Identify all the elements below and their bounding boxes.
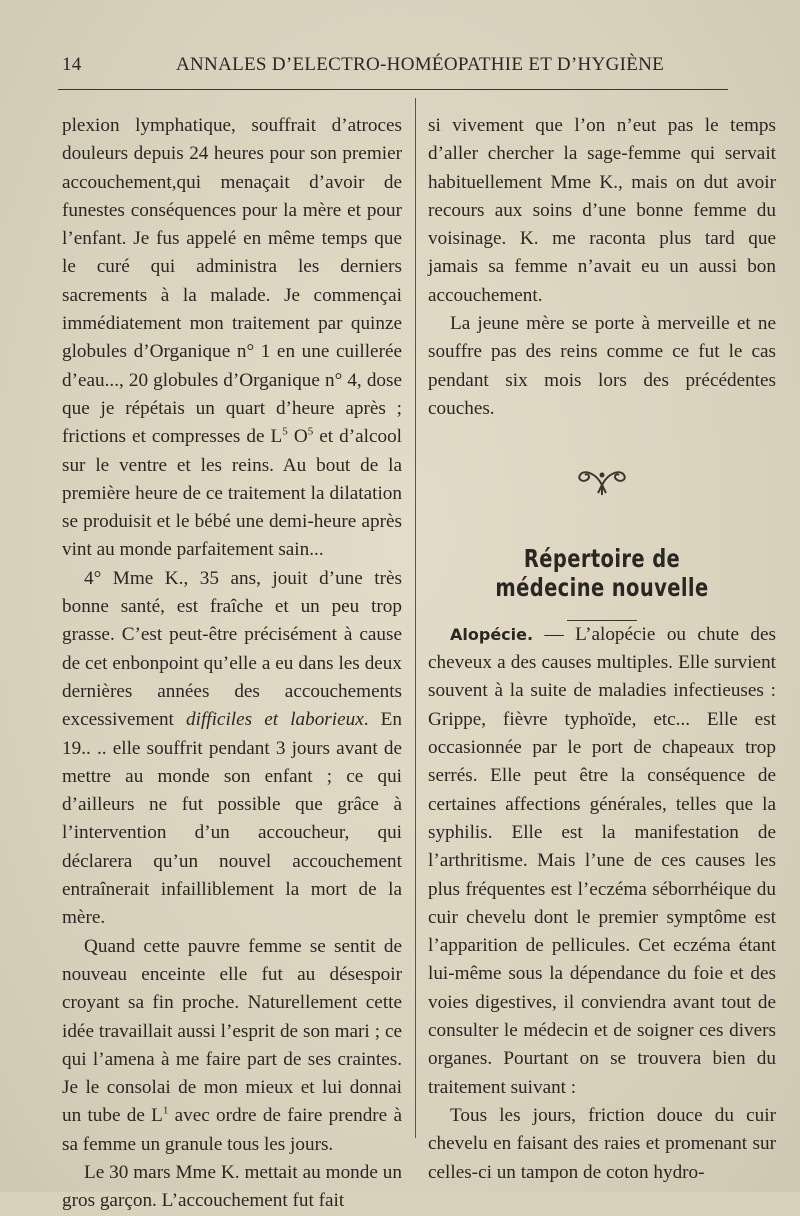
left-column bbox=[62, 112, 402, 1216]
header-rule bbox=[58, 89, 728, 90]
entry-heading: Alopécie. bbox=[450, 624, 534, 644]
paragraph-case-4: 4° Mme K., 35 ans, jouit d’une très bonne santé, est fraîche et un peu trop grasse. C’est peut-être précisément à cause de cet enbonpoint qu’elle a eu dans les deux dernières années des accouchements excessivement difficiles et laborieux. En 19.. .. elle souffrit pendant 3 jours avant de mettre au monde son enfant ; ce qui d’ailleurs ne fut possible que grâce à l’intervention d’un accoucheur, qui déclarera qu’un nouvel accouchement entraînerait infailliblement la mort de la mère. bbox=[62, 567, 402, 929]
page-header bbox=[58, 54, 750, 84]
section-title: Répertoire de médecine nouvelle bbox=[495, 544, 709, 602]
paragraph-delivery: si vivement que l’on n’eut pas le temps d’aller chercher la sage-femme qui servait habituellement Mme K., mais on dut avoir recours aux soins d’une bonne femme du voisinage. K. me raconta plus tard que jamais sa femme n’avait eu un aussi bon accouchement. bbox=[428, 115, 776, 306]
paragraph-recovery: La jeune mère se porte à merveille et ne souffre pas des reins comme ce fut le cas pendant six mois lors des précédentes couches. bbox=[428, 313, 776, 419]
fleuron-ornament-icon bbox=[428, 463, 776, 503]
page-number: 14 bbox=[62, 54, 82, 75]
paragraph-birth: Le 30 mars Mme K. mettait au monde un gros garçon. L’accouchement fut fait bbox=[62, 1161, 402, 1212]
column-divider bbox=[415, 98, 416, 1138]
entry-alopecie: Alopécie. — L’alopécie ou chute des cheveux a des causes multiples. Elle survient souvent à la suite de maladies infectieuses : Grippe, fièvre typhoïde, etc... Elle est occasionnée par le port de chapeaux trop serrés. Elle peut être la conséquence de certaines affections générales, telles que la syphilis. Elle est la manifestation de l’arthritisme. Mais l’une de ces causes les plus fréquentes est l’eczéma séborrhéique du cuir chevelu dont le premier symptôme est l’apparition de pellicules. Cet eczéma étant lui-même sous la dépendance du foie et des voies digestives, il conviendra avant tout de consulter le médecin et de soigner ces divers organes. Pourtant on se trouvera bien du traitement suivant : bbox=[428, 623, 776, 1098]
paragraph-treatment: Tous les jours, friction douce du cuir chevelu en faisant des raies et promenant sur celles-ci un tampon de coton hydro- bbox=[428, 1104, 776, 1183]
running-title: ANNALES D’ELECTRO-HOMÉOPATHIE ET D’HYGIÈNE bbox=[176, 54, 665, 75]
right-column bbox=[428, 112, 776, 1187]
paragraph-pregnancy: Quand cette pauvre femme se sentit de nouveau enceinte elle fut au désespoir croyant sa fin proche. Naturellement cette idée travaillait aussi l’esprit de son mari ; ce qui l’amena à me faire part de ses craintes. Je le consolai de mon mieux et lui donnai un tube de $L^1$ avec ordre de faire prendre à sa femme un granule tous les jours. bbox=[62, 935, 402, 1155]
paragraph-continuation: plexion lymphatique, souffrait d’atroces douleurs depuis 24 heures pour son premier accouchement,qui menaçait d’avoir de funestes conséquences pour la mère et pour l’enfant. Je fus appelé en même temps que le curé qui administra les derniers sacrements à la malade. Je commençai immédiatement mon traitement par quinze globules d’Organique n° 1 en une cuillerée d’eau..., 20 globules d’Organique n° 4, dose que je répétais un quart d’heure après ; frictions et compresses de $L^5$ $O^5$ et d’alcool sur le ventre et les reins. Au bout de la première heure de ce traitement la dilatation se produisit et le bébé une demi-heure après vint au monde parfaitement sain... bbox=[62, 115, 402, 561]
